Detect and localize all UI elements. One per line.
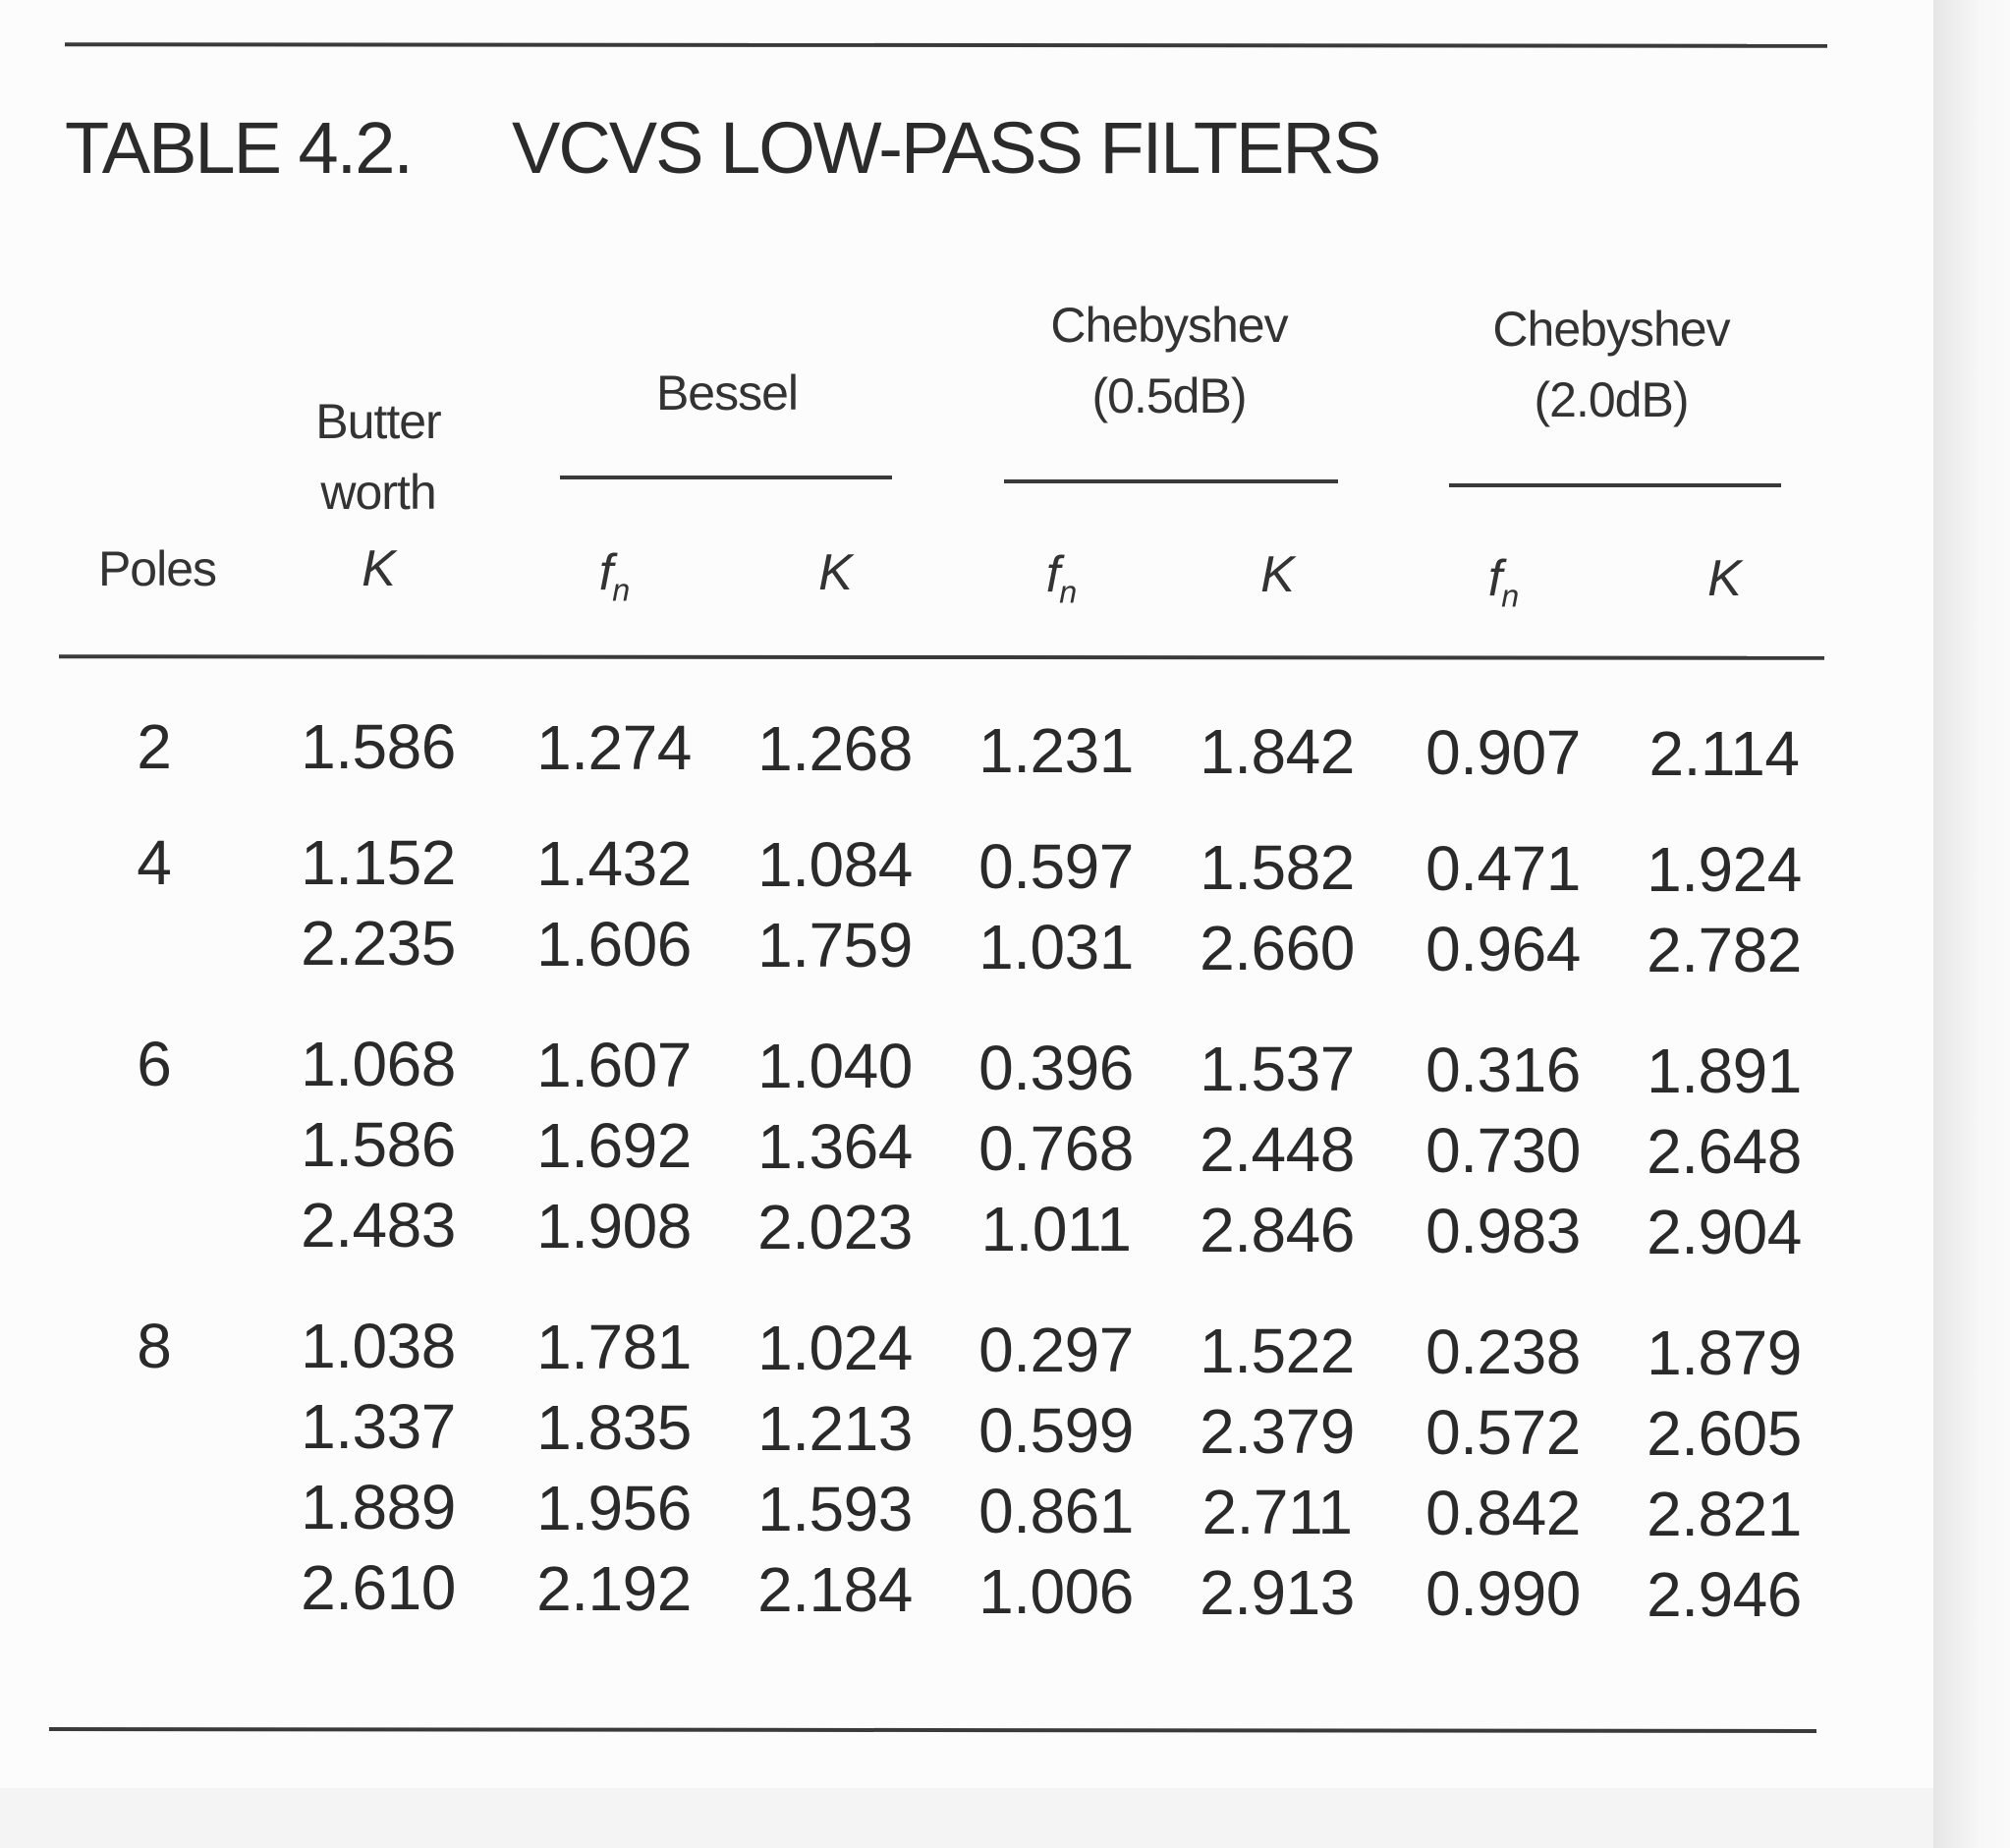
header-chebyshev-20-fn: $f_n$: [1487, 550, 1519, 614]
cell-bessel-k: 1.268: [757, 713, 913, 784]
cell-chebyshev-20-fn: 0.907: [1425, 717, 1581, 788]
header-chebyshev-05-k: K: [1260, 546, 1294, 603]
cell-chebyshev-05-k: 1.842: [1200, 716, 1355, 787]
cell-butterworth-k: 1.586: [301, 711, 456, 782]
header-bessel-fn: $f_n$: [598, 544, 630, 608]
pole-count-cell: 2: [137, 711, 172, 782]
cell-bessel-fn: 1.781: [536, 1312, 692, 1382]
cell-butterworth-k: 1.152: [301, 827, 456, 898]
cell-butterworth-k: 1.038: [301, 1311, 456, 1381]
cell-chebyshev-05-k: 2.379: [1200, 1396, 1355, 1467]
header-bessel-k: K: [818, 544, 852, 601]
bessel-group-rule: [560, 476, 892, 479]
cell-chebyshev-05-fn: 0.861: [978, 1476, 1134, 1546]
cell-chebyshev-20-k: 2.605: [1647, 1398, 1802, 1469]
cell-bessel-fn: 1.432: [536, 828, 692, 899]
cell-bessel-k: 2.184: [757, 1554, 913, 1625]
cell-bessel-k: 1.084: [757, 829, 913, 900]
cell-chebyshev-20-fn: 0.471: [1425, 833, 1581, 904]
cell-chebyshev-20-k: 2.782: [1647, 915, 1802, 985]
cell-chebyshev-05-k: 1.522: [1200, 1316, 1355, 1386]
cell-butterworth-k: 2.483: [301, 1190, 456, 1260]
cell-bessel-fn: 1.956: [536, 1473, 692, 1543]
header-butterworth-k: K: [362, 540, 395, 597]
header-chebyshev-20-line1: Chebyshev: [1492, 302, 1730, 357]
cell-chebyshev-20-k: 2.946: [1647, 1559, 1802, 1630]
pole-count-cell: 6: [137, 1029, 172, 1099]
cell-bessel-k: 1.040: [757, 1031, 913, 1101]
cell-chebyshev-20-fn: 0.238: [1425, 1316, 1581, 1387]
cell-chebyshev-05-fn: 0.597: [978, 831, 1134, 902]
cell-chebyshev-05-fn: 1.006: [978, 1556, 1134, 1627]
cell-bessel-fn: 1.835: [536, 1392, 692, 1463]
cell-chebyshev-05-k: 2.660: [1200, 913, 1355, 983]
header-chebyshev-05-fn: $f_n$: [1045, 546, 1077, 610]
cell-chebyshev-20-fn: 0.730: [1425, 1115, 1581, 1186]
cell-chebyshev-05-fn: 1.031: [978, 912, 1134, 982]
cell-butterworth-k: 1.337: [301, 1391, 456, 1462]
cell-bessel-k: 2.023: [757, 1192, 913, 1262]
cell-chebyshev-20-fn: 0.983: [1425, 1196, 1581, 1266]
cell-bessel-k: 1.593: [757, 1474, 913, 1544]
cell-bessel-fn: 1.692: [536, 1110, 692, 1181]
cell-chebyshev-05-fn: 0.768: [978, 1113, 1134, 1184]
header-chebyshev-20-line2: (2.0dB): [1534, 372, 1689, 427]
cell-chebyshev-20-fn: 0.572: [1425, 1397, 1581, 1468]
pole-count-cell: 4: [137, 827, 172, 898]
cell-butterworth-k: 2.235: [301, 908, 456, 979]
header-poles: Poles: [97, 541, 217, 596]
cell-chebyshev-05-fn: 0.599: [978, 1395, 1134, 1466]
cell-bessel-k: 1.024: [757, 1313, 913, 1383]
cell-bessel-k: 1.364: [757, 1111, 913, 1182]
cell-chebyshev-20-k: 1.891: [1647, 1036, 1802, 1106]
header-bessel: Bessel: [655, 365, 799, 420]
cell-bessel-fn: 1.606: [536, 909, 692, 980]
cell-bessel-k: 1.759: [757, 910, 913, 980]
cell-chebyshev-20-k: 1.879: [1647, 1317, 1802, 1388]
cell-chebyshev-20-k: 2.904: [1647, 1197, 1802, 1267]
cell-butterworth-k: 1.889: [301, 1472, 456, 1542]
pole-count-cell: 8: [137, 1311, 172, 1381]
chebyshev-05-group-rule: [1004, 479, 1338, 483]
header-chebyshev-20-k: K: [1707, 550, 1741, 607]
cell-chebyshev-05-fn: 1.231: [978, 715, 1134, 786]
table-number: TABLE 4.2.: [65, 107, 412, 189]
cell-chebyshev-05-k: 2.913: [1200, 1557, 1355, 1628]
cell-chebyshev-05-k: 1.582: [1200, 832, 1355, 903]
cell-chebyshev-05-k: 2.846: [1200, 1195, 1355, 1265]
cell-bessel-fn: 1.607: [536, 1030, 692, 1100]
cell-butterworth-k: 2.610: [301, 1552, 456, 1623]
cell-chebyshev-05-k: 2.711: [1201, 1477, 1353, 1547]
header-butterworth-line2: worth: [320, 465, 436, 520]
cell-bessel-fn: 1.274: [536, 712, 692, 783]
header-chebyshev-05-line2: (0.5dB): [1091, 368, 1247, 423]
chebyshev-20-group-rule: [1449, 483, 1781, 487]
table-name: VCVS LOW-PASS FILTERS: [512, 107, 1380, 189]
cell-chebyshev-20-fn: 0.964: [1425, 914, 1581, 984]
cell-butterworth-k: 1.586: [301, 1109, 456, 1180]
cell-chebyshev-20-fn: 0.842: [1425, 1478, 1581, 1548]
cell-bessel-fn: 2.192: [536, 1553, 692, 1624]
cell-butterworth-k: 1.068: [301, 1029, 456, 1099]
cell-bessel-k: 1.213: [757, 1393, 913, 1464]
cell-chebyshev-05-fn: 0.396: [978, 1033, 1134, 1103]
cell-chebyshev-20-k: 1.924: [1647, 834, 1802, 905]
cell-chebyshev-20-k: 2.648: [1647, 1116, 1802, 1187]
cell-chebyshev-05-k: 1.537: [1200, 1034, 1355, 1104]
cell-chebyshev-20-fn: 0.990: [1425, 1558, 1581, 1629]
header-butterworth-line1: Butter: [315, 394, 441, 449]
cell-chebyshev-05-fn: 1.011: [980, 1194, 1132, 1264]
cell-chebyshev-05-fn: 0.297: [978, 1315, 1134, 1385]
cell-chebyshev-20-k: 2.821: [1647, 1479, 1802, 1549]
cell-chebyshev-20-k: 2.114: [1648, 718, 1800, 789]
table-title: [65, 106, 1379, 190]
cell-chebyshev-05-k: 2.448: [1200, 1114, 1355, 1185]
cell-bessel-fn: 1.908: [536, 1191, 692, 1261]
cell-chebyshev-20-fn: 0.316: [1425, 1035, 1581, 1105]
page-edge-shadow: [1933, 0, 2010, 1848]
header-chebyshev-05-line1: Chebyshev: [1050, 298, 1288, 353]
